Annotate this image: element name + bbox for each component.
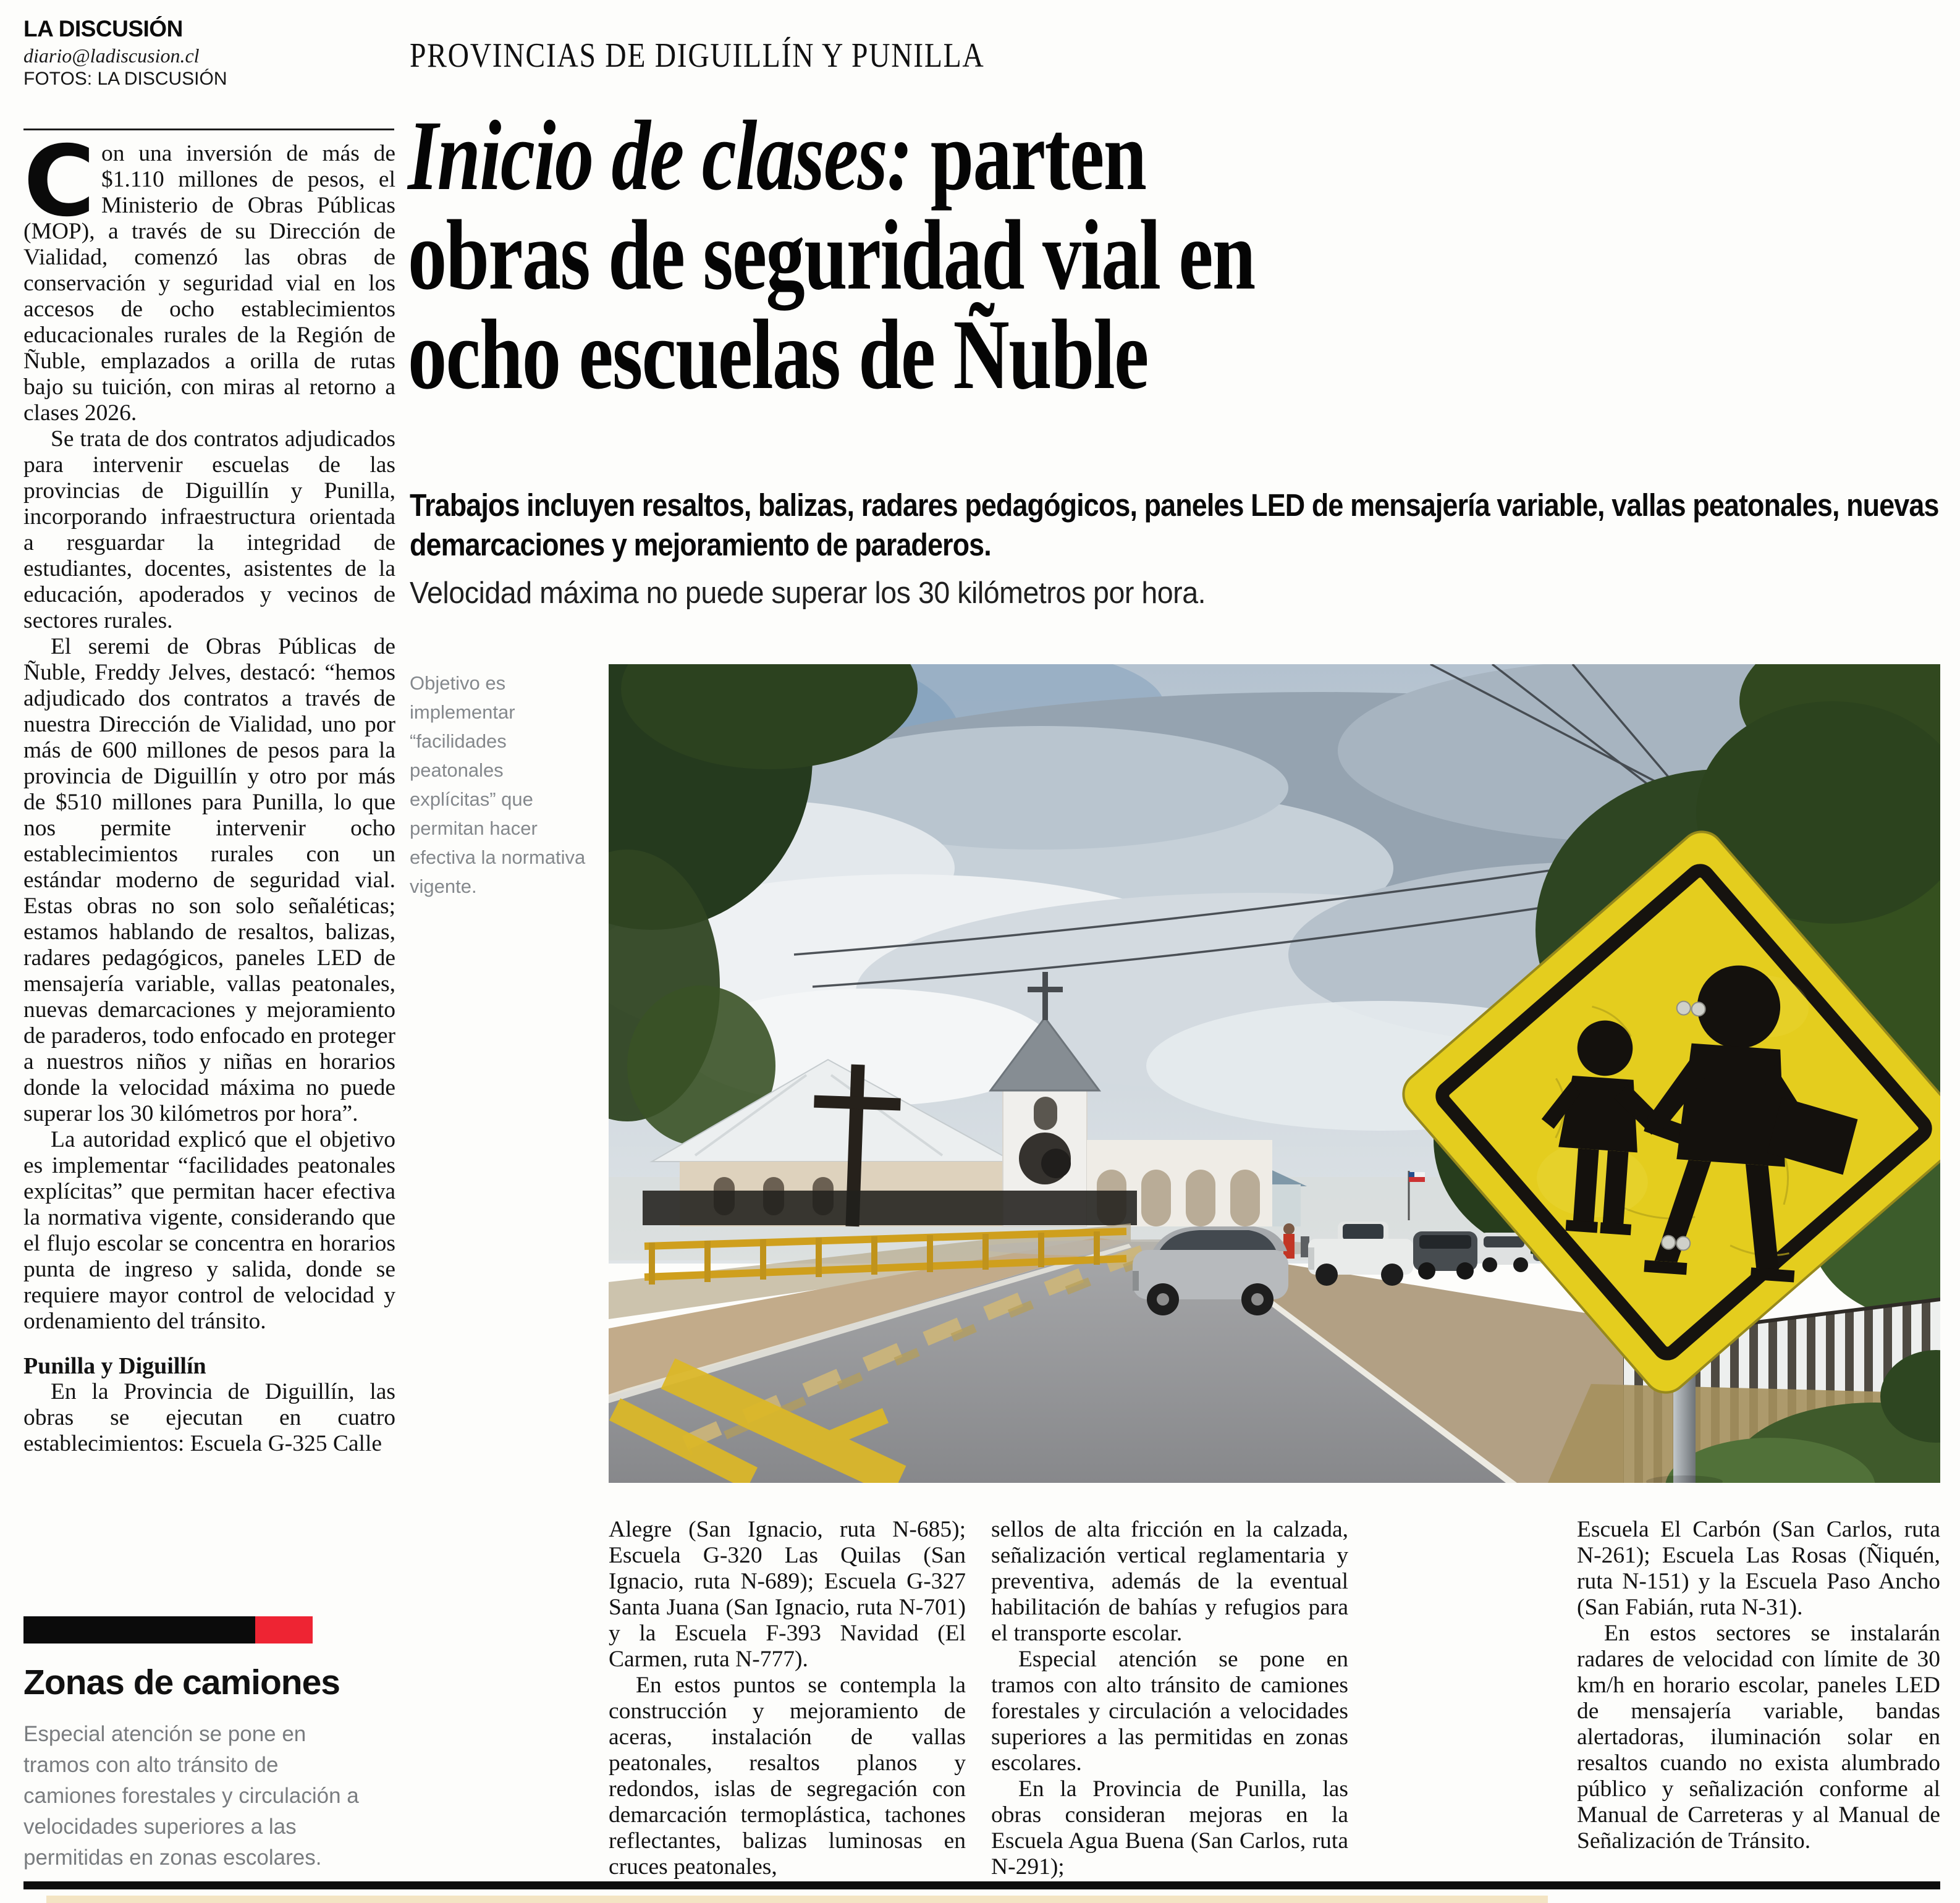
- accent-bar-black: [23, 1616, 255, 1644]
- paragraph: El seremi de Obras Públicas de Ñuble, Freddy Jelves, destacó: “hemos adjudicado dos contratos a través de nuestra Dirección de Vialidad, uno por más de 600 millones de pesos para la provincia de Diguillín y otro por más de $510 millones para Punilla, lo que nos permite intervenir ocho establecimientos rurales con un estándar moderno de seguridad vial. Estas obras no son solo señaléticas; estamos hablando de resaltos, balizas, radares pedagógicos, paneles LED de mensajería variable, vallas peatonales, nuevas demarcaciones y mejoramiento de paraderos, todo enfocado en proteger a nuestros niños y niñas en horarios donde la velocidad máxima no puede superar los 30 kilómetros por hora”.: [23, 634, 395, 1126]
- headline: [408, 101, 1493, 410]
- headline-italic: Inicio de clases:: [408, 101, 912, 211]
- paragraph: Se trata de dos contratos adjudicados para intervenir escuelas de las provincias de Diguillín y Punilla, incorporando infraestructura orientada a resguardar la integridad de estudiantes, docentes, asistentes de la educación, apoderados y vecinos de sectores rurales.: [23, 426, 395, 633]
- bottom-column-1: [609, 1517, 966, 1883]
- bottom-column-2: [991, 1517, 1348, 1883]
- headline-line1-rest: parten: [911, 101, 1146, 211]
- iron-fence: [643, 1191, 1137, 1225]
- paragraph: En la Provincia de Diguillín, las obras se ejecutan en cuatro establecimientos: Escuela G-325 Calle: [23, 1379, 395, 1456]
- masthead: [23, 16, 394, 90]
- headline-line-3: ocho escuelas de Ñuble: [408, 300, 1148, 410]
- brand-email: diario@ladiscusion.cl: [23, 44, 200, 67]
- bottom-rule: [23, 1881, 1940, 1889]
- truck-zone-body: Especial atención se pone en tramos con alto tránsito de camiones forestales y circulación a velocidades superiores a las permitidas en zonas escolares.: [23, 1722, 359, 1870]
- accent-bar-red: [255, 1616, 313, 1644]
- deck-bold: Trabajos incluyen resaltos, balizas, radares pedagógicos, paneles LED de mensajería variable, vallas peatonales, nuevas demarcaciones y mejoramiento de paraderos.: [410, 487, 1939, 562]
- paragraph: En la Provincia de Punilla, las obras consideran mejoras en la Escuela Agua Buena (San Carlos, ruta N-291);: [991, 1776, 1348, 1880]
- deck-light: Velocidad máxima no puede superar los 30 kilómetros por hora.: [410, 576, 1206, 610]
- paragraph-text: on una inversión de más de $1.110 millones de pesos, el Ministerio de Obras Públicas (MOP), a través de su Dirección de Vialidad, comenzó las obras de conservación y seguridad vial en los accesos de ocho establecimientos educacionales rurales de la Región de Ñuble, emplazados a orilla de rutas bajo su tuición, con miras al retorno a clases 2026.: [23, 141, 395, 426]
- accent-bar: [23, 1616, 313, 1644]
- paragraph: sellos de alta fricción en la calzada, señalización vertical reglamentaria y preventiva, además de la eventual habilitación de bahías y refugios para el transporte escolar.: [991, 1517, 1348, 1646]
- dark-suv: [1413, 1231, 1477, 1280]
- truck-zone-box: [23, 1616, 373, 1873]
- truck-zone-headline: Zonas de camiones: [23, 1663, 340, 1702]
- photo-illustration: [609, 664, 1940, 1483]
- paragraph: [23, 141, 395, 426]
- article-left-column: [23, 141, 395, 1538]
- photos-credit: FOTOS: LA DISCUSIÓN: [23, 69, 227, 89]
- photo-caption: Objetivo es implementar “facilidades peatonales explícitas” que permitan hacer efectiva la normativa vigente.: [410, 672, 586, 897]
- paragraph: En estos sectores se instalarán radares de velocidad con límite de 30 km/h en horario escolar, paneles LED de mensajería variable, bandas alertadoras, iluminación solar en resaltos cuando no exista alumbrado público y señalización conforme al Manual de Carreteras y al Manual de Señalización de Tránsito.: [1577, 1621, 1940, 1854]
- next-section-peek: [46, 1896, 1548, 1903]
- paragraph: Alegre (San Ignacio, ruta N-685); Escuela G-320 Las Quilas (San Ignacio, ruta N-689); Escuela G-327 Santa Juana (San Ignacio, ruta N-701) y la Escuela F-393 Navidad (El Carmen, ruta N-777).: [609, 1517, 966, 1672]
- drop-cap: C: [23, 141, 95, 238]
- paragraph: En estos puntos se contempla la construcción y mejoramiento de aceras, instalación de vallas peatonales, resaltos planos y redondos, islas de segregación con demarcación termoplástica, tachones reflectantes, balizas luminosas en cruces peatonales,: [609, 1673, 966, 1880]
- section-subhead: Punilla y Diguillín: [23, 1353, 206, 1379]
- masthead-rule: [23, 129, 394, 130]
- kicker: PROVINCIAS DE DIGUILLÍN Y PUNILLA: [410, 36, 985, 75]
- paragraph: Especial atención se pone en tramos con alto tránsito de camiones forestales y circulación a velocidades superiores a las permitidas en zonas escolares.: [991, 1647, 1348, 1776]
- headline-line-1: [408, 101, 1255, 211]
- chile-flag: [1409, 1172, 1425, 1182]
- brand-name: LA DISCUSIÓN: [23, 16, 183, 41]
- headline-line-2: obras de seguridad vial en: [408, 200, 1255, 311]
- article-photo: [609, 664, 1940, 1483]
- paragraph: La autoridad explicó que el objetivo es implementar “facilidades peatonales explícitas” que permitan hacer efectiva la normativa vigente, considerando que el flujo escolar se concentra en horarios punta de ingreso y salida, donde se requiere mayor control de velocidad y ordenamiento del tránsito.: [23, 1127, 395, 1334]
- paragraph: Escuela El Carbón (San Carlos, ruta N-261); Escuela Las Rosas (Ñiquén, ruta N-151) y la Escuela Paso Ancho (San Fabián, ruta N-31).: [1577, 1517, 1940, 1620]
- bottom-column-3: [1577, 1517, 1940, 1883]
